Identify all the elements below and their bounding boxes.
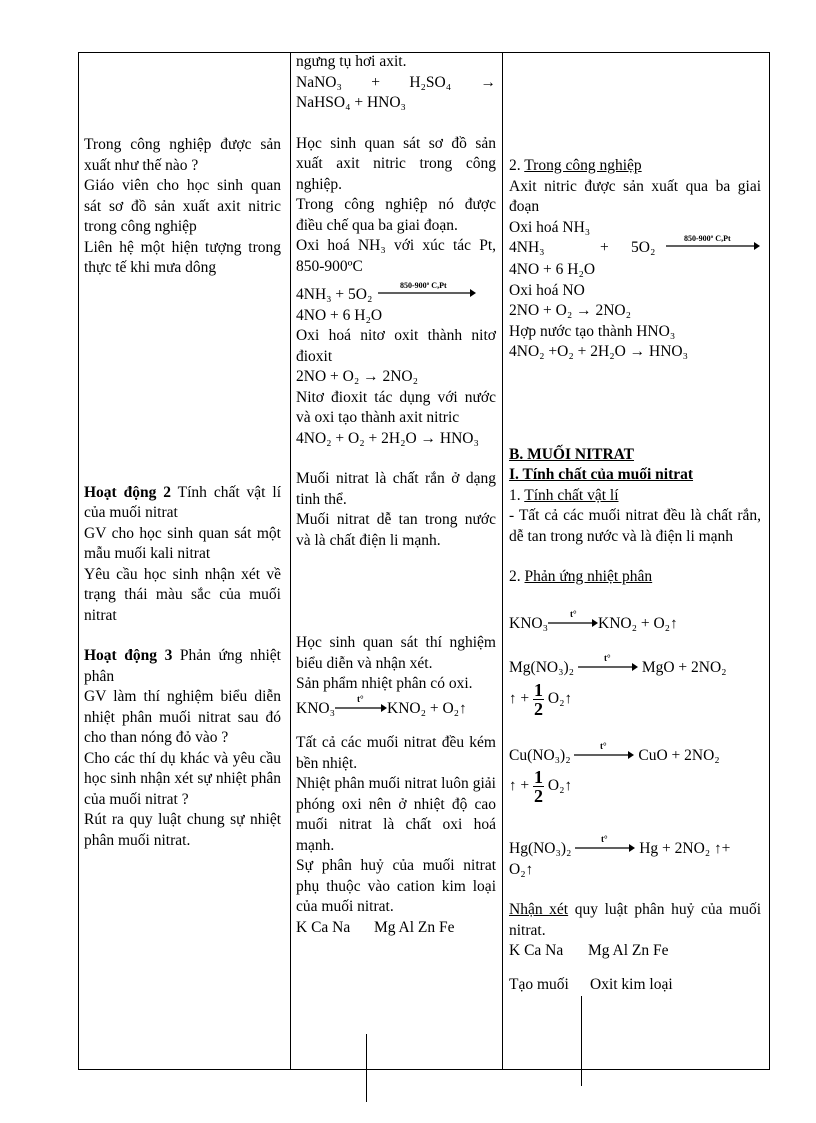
activity-3-title: Hoạt động 3 xyxy=(84,647,173,664)
observe-demo: Học sinh quan sát thí nghiệm biểu diễn và nhận xét. xyxy=(296,634,496,672)
section-b: B. MUỐI NITRAT xyxy=(509,445,635,463)
reaction-kno3 xyxy=(509,610,761,635)
heat-label: t° xyxy=(570,609,577,619)
heat-label: t° xyxy=(357,694,364,704)
heat-arrow xyxy=(574,742,634,760)
column-divider-2 xyxy=(502,52,503,1070)
sub2-heading xyxy=(509,567,761,588)
activity-2 xyxy=(84,483,281,524)
section-i: I. Tính chất của muối nitrat xyxy=(509,466,694,483)
r1-left: KNO₃ xyxy=(509,614,548,632)
fraction-half xyxy=(533,681,544,718)
sub1-heading xyxy=(509,486,761,507)
oxidize-no: Oxi hoá nitơ oxit thành nitơ đioxit xyxy=(296,327,496,365)
reaction-mg xyxy=(509,654,761,679)
r2-left: Mg(NO₃)₂ xyxy=(509,659,575,676)
teacher-kno3-instruction: GV cho học sinh quan sát một mẫu muối kali nitrat xyxy=(84,524,281,562)
product-right: Oxit kim loại xyxy=(590,976,673,993)
condense-text: ngưng tụ hơi axit. xyxy=(296,53,407,70)
gas-arrow-icon: ↑ xyxy=(509,778,517,795)
rule: Rút ra quy luật chung sự nhiệt phân muối nitrat. xyxy=(84,811,281,849)
kno3-right: KNO₂ + O₂ xyxy=(387,699,460,717)
activity-2-text: Tính chất vật lí của muối nitrat xyxy=(84,483,282,521)
r2-right: MgO + 2NO₂ xyxy=(641,659,727,676)
heat-arrow xyxy=(548,610,598,628)
arrow-icon xyxy=(548,610,598,628)
eq2: 2NO + O₂ → 2NO₂ xyxy=(296,368,419,385)
metals-left: K Ca Na xyxy=(296,918,351,936)
solid-state: Muối nitrat là chất rắn ở dạng tinh thể. xyxy=(296,470,496,508)
oxidize-nh3: Oxi hoá NH₃ xyxy=(509,218,591,236)
fraction-denominator: 2 xyxy=(534,698,543,719)
no2-reacts: Nitơ đioxit tác dụng với nước và oxi tạo thành axit nitric xyxy=(296,388,496,426)
lab-equation-right: NaHSO₄ + HNO₃ xyxy=(296,94,406,111)
arrow-icon xyxy=(575,835,635,853)
industry-eq1 xyxy=(509,234,761,260)
heat-label: t° xyxy=(603,654,611,663)
depends-cation: Sự phân huỷ của muối nitrat phụ thuộc vào cation kim loại của muối nitrat. xyxy=(296,857,496,915)
reaction-cu xyxy=(509,742,761,767)
eq1-left: 4NH₃ xyxy=(509,239,545,256)
gas-arrow-icon: ↑ xyxy=(564,690,572,707)
r4-right: Hg + 2NO₂ xyxy=(639,840,711,857)
fraction-numerator: 1 xyxy=(534,767,543,787)
oxidize-no: Oxi hoá NO xyxy=(509,281,585,299)
soluble: Muối nitrat dễ tan trong nước và là chất điện li mạnh. xyxy=(296,511,496,549)
r3-o2: O₂ xyxy=(547,777,565,795)
sub1-text: Tính chất vật lí xyxy=(524,486,619,504)
eq3: 4NO₂ +O₂ + 2H₂O → HNO₃ xyxy=(509,343,689,360)
arrow-icon xyxy=(664,234,760,252)
combine-water: Hợp nước tạo thành HNO₃ xyxy=(509,322,676,340)
gas-arrow-icon: ↑ xyxy=(509,690,517,707)
r2-o2: O₂ xyxy=(547,689,565,707)
examples: Cho các thí dụ khác và yêu cầu học sinh nhận xét sự nhiệt phân của muối nitrat ? xyxy=(84,749,281,808)
r3-right: CuO + 2NO₂ xyxy=(638,746,720,764)
gas-arrow-icon: ↑ xyxy=(714,841,722,857)
ask-state: Yêu cầu học sinh nhận xét về trạng thái màu sắc của muối nitrat xyxy=(84,565,281,624)
fraction-half xyxy=(533,768,544,805)
column-divider-1 xyxy=(290,52,291,1070)
eq2: 2NO + O₂ → 2NO₂ xyxy=(509,302,632,319)
reality-link: Liên hệ một hiện tượng trong thực tế khi mưa dông xyxy=(84,238,281,276)
heat-arrow xyxy=(578,654,638,672)
reaction-arrow xyxy=(376,281,476,299)
eq1-mid: 5O₂ xyxy=(631,239,656,256)
physical-properties: - Tất cả các muối nitrat đều là chất rắn, dễ tan trong nước và là điện li mạnh xyxy=(509,507,761,545)
gas-arrow-icon: ↑ xyxy=(459,700,467,717)
metal-series xyxy=(296,918,496,940)
activity-3-text: Phản ứng nhiệt phân xyxy=(84,647,281,685)
oxidize-nh3: Oxi hoá NH₃ với xúc tác Pt, 850-900ºC xyxy=(296,237,496,275)
arrow-condition: 850-900º C,Pt xyxy=(400,281,447,290)
arrow-icon xyxy=(574,742,634,760)
product-oxygen: Sản phẩm nhiệt phân có oxi. xyxy=(296,675,473,692)
reaction-hg xyxy=(509,835,761,860)
r4-left: Hg(NO₃)₂ xyxy=(509,840,572,857)
reaction-arrow xyxy=(664,234,760,252)
sub2-number: 2. xyxy=(509,568,525,585)
metal-series xyxy=(509,941,761,963)
gas-arrow-icon: ↑ xyxy=(564,778,572,795)
metals-right: Mg Al Zn Fe xyxy=(588,942,669,959)
kno3-left: KNO₃ xyxy=(296,699,335,717)
product-left: Tạo muối xyxy=(509,976,569,993)
metal-divider xyxy=(366,1034,367,1102)
teacher-diagram-instruction: Giáo viên cho học sinh quan sát sơ đồ sản xuất axit nitric trong công nghiệp xyxy=(84,177,281,235)
r2-plus: + xyxy=(520,689,530,707)
heading-number: 2. xyxy=(509,157,525,174)
reaction-cu-tail xyxy=(509,768,761,805)
fraction-numerator: 1 xyxy=(534,679,543,700)
student-activities-column xyxy=(296,52,496,940)
three-stages: Trong công nghiệp nó được điều chế qua ba giai đoạn. xyxy=(296,196,496,234)
gas-arrow-icon: ↑ xyxy=(525,861,534,878)
metal-divider xyxy=(581,996,582,1086)
content-column xyxy=(509,52,761,997)
r3-plus: + xyxy=(520,777,530,795)
remark-text: quy luật phân huỷ của muối nitrat. xyxy=(509,901,761,939)
remark xyxy=(509,900,761,941)
activity-3 xyxy=(84,646,281,687)
industry-eq1 xyxy=(296,281,496,306)
teacher-activities-column xyxy=(84,52,281,851)
r3-left: Cu(NO₃)₂ xyxy=(509,746,571,764)
gas-arrow-icon: ↑ xyxy=(670,615,678,632)
unstable: Tất cả các muối nitrat đều kém bền nhiệt. xyxy=(296,734,496,772)
reaction-mg-tail xyxy=(509,681,761,718)
r4-plus: + xyxy=(721,840,731,857)
product-series xyxy=(509,975,761,997)
sub1-number: 1. xyxy=(509,486,525,504)
metals-left: K Ca Na xyxy=(509,942,564,959)
question-industry: Trong công nghiệp được sản xuất như thế nào ? xyxy=(84,136,281,174)
lab-equation-left: NaNO₃ + H₂SO₄ → xyxy=(296,73,496,91)
eq1-right: 4NO + 6 H₂O xyxy=(296,306,383,324)
observe-diagram: Học sinh quan sát sơ đồ sản xuất axit nitric trong công nghiệp. xyxy=(296,134,496,193)
reaction-hg-tail xyxy=(509,860,761,881)
eq1-plus: + xyxy=(600,239,609,256)
kno3-reaction xyxy=(296,695,496,720)
industry-heading xyxy=(509,156,761,177)
teacher-demo: GV làm thí nghiệm biểu diễn nhiệt phân muối nitrat sau đó cho than nóng đỏ vào ? xyxy=(84,688,281,746)
r1-right: KNO₂ + O₂ xyxy=(598,614,671,632)
stages: Axit nitric được sản xuất qua ba giai đoạn xyxy=(509,177,761,215)
eq3: 4NO₂ + O₂ + 2H₂O → HNO₃ xyxy=(296,429,479,447)
r4-o2: O₂ xyxy=(509,860,526,878)
industry-heading-text: Trong công nghiệp xyxy=(524,157,642,174)
heat-arrow xyxy=(575,835,635,853)
fraction-denominator: 2 xyxy=(534,786,543,806)
heat-arrow xyxy=(335,695,387,713)
sub2-text: Phản ứng nhiệt phân xyxy=(524,568,653,585)
remark-label: Nhận xét xyxy=(509,901,569,918)
metals-right: Mg Al Zn Fe xyxy=(374,918,455,936)
heat-label: t° xyxy=(601,835,608,844)
arrow-icon xyxy=(578,654,638,672)
oxidizer: Nhiệt phân muối nitrat luôn giải phóng oxi nên ở nhiệt độ cao muối nitrat là chất oxi hoá mạnh. xyxy=(296,775,496,854)
activity-2-title: Hoạt động 2 xyxy=(84,483,172,501)
arrow-condition: 850-900º C,Pt xyxy=(684,234,731,243)
arrow-icon xyxy=(376,281,476,299)
eq1-left: 4NH₃ + 5O₂ xyxy=(296,286,373,303)
arrow-icon xyxy=(335,695,387,713)
heat-label: t° xyxy=(600,741,608,751)
eq1-right: 4NO + 6 H₂O xyxy=(509,261,596,278)
